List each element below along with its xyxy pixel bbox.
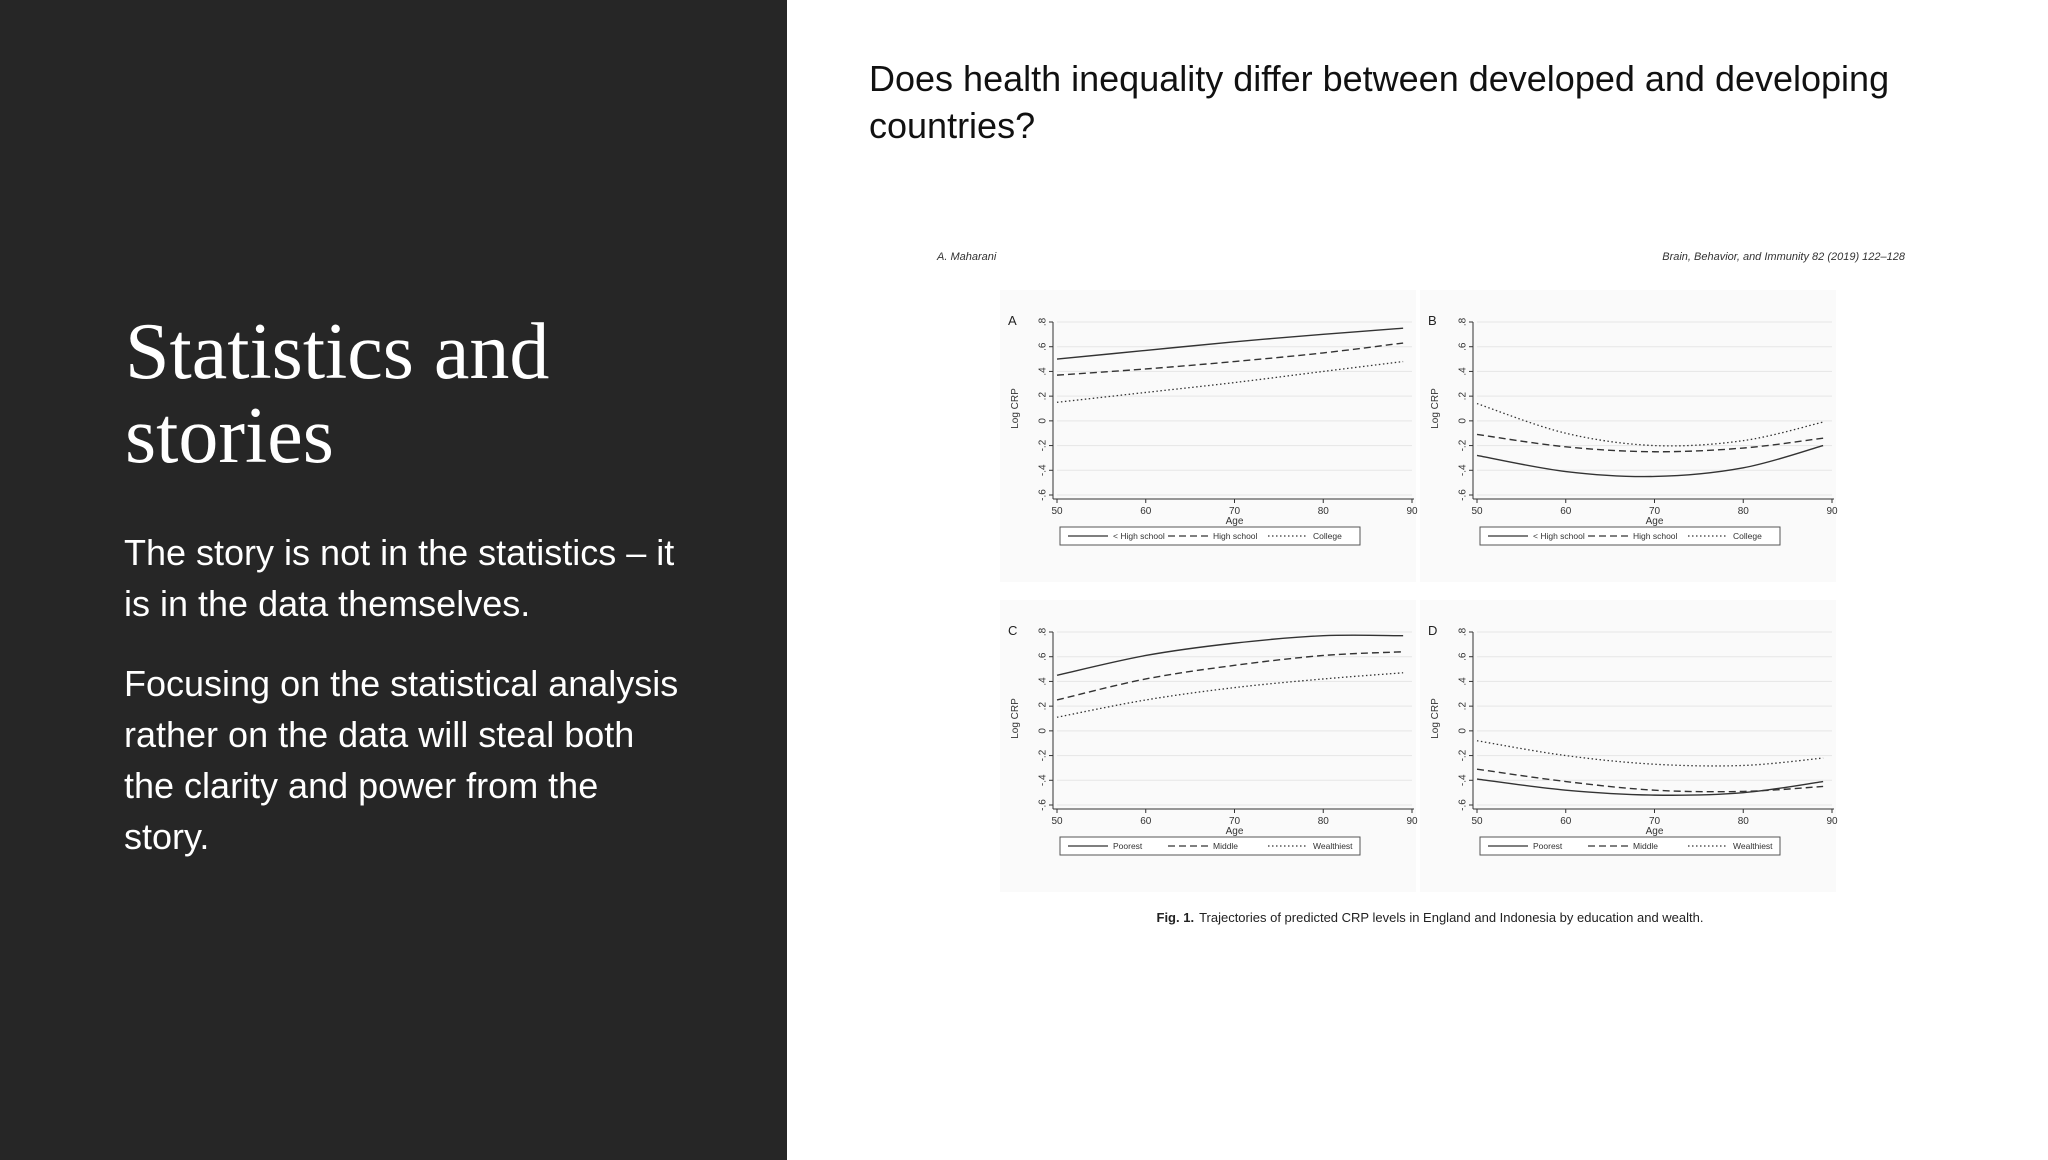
y-tick-label: .6 (1457, 652, 1469, 661)
y-tick-label: .6 (1037, 652, 1049, 661)
figure-header-right: Brain, Behavior, and Immunity 82 (2019) 122–128 (1662, 251, 1905, 263)
slide-body (124, 527, 684, 891)
y-tick-label: -.6 (1457, 489, 1469, 501)
x-tick-label: 70 (1228, 816, 1241, 827)
chart-panel-d (1420, 600, 1838, 892)
y-tick-label: -.6 (1037, 799, 1049, 811)
figure-image (930, 245, 1930, 950)
y-tick-label: -.4 (1037, 774, 1049, 787)
y-tick-label: 0 (1037, 728, 1049, 734)
x-tick-label: 50 (1471, 506, 1483, 517)
y-axis-title: Log CRP (1430, 698, 1441, 739)
y-tick-label: .2 (1037, 391, 1049, 401)
y-tick-label: .8 (1457, 627, 1469, 637)
x-tick-label: 90 (1406, 816, 1418, 827)
y-tick-label: .4 (1457, 677, 1469, 686)
figure-caption-text: Trajectories of predicted CRP levels in England and Indonesia by education and wealth. (1199, 910, 1704, 925)
legend-label: Poorest (1113, 841, 1143, 851)
y-tick-label: -.2 (1037, 439, 1049, 452)
x-tick-label: 60 (1560, 816, 1572, 827)
figure-caption-label: Fig. 1. (1156, 910, 1195, 925)
y-axis-title: Log CRP (1010, 388, 1021, 429)
legend-label: Middle (1213, 841, 1239, 851)
x-tick-label: 70 (1228, 506, 1241, 517)
y-tick-label: -.4 (1457, 774, 1469, 787)
x-tick-label: 60 (1560, 506, 1572, 517)
y-tick-label: -.4 (1457, 464, 1469, 477)
legend-label: Middle (1633, 841, 1659, 851)
panel-letter: A (1008, 313, 1017, 328)
legend-label: Poorest (1533, 841, 1563, 851)
chart-legend (1060, 837, 1360, 855)
legend-label: College (1313, 531, 1342, 541)
y-tick-label: .8 (1037, 627, 1049, 637)
x-axis-title: Age (1225, 516, 1244, 527)
y-tick-label: -.2 (1037, 749, 1049, 762)
y-axis-title: Log CRP (1430, 388, 1441, 429)
x-tick-label: 80 (1737, 506, 1749, 517)
figure-caption (1157, 910, 1704, 925)
legend-label: High school (1633, 531, 1678, 541)
y-tick-label: 0 (1457, 728, 1469, 734)
slide-title (125, 310, 725, 478)
body-paragraph-1: The story is not in the statistics – it is in the data themselves. (124, 532, 675, 624)
legend-label: College (1733, 531, 1762, 541)
figure-panels (1000, 290, 1838, 892)
x-tick-label: 50 (1051, 506, 1063, 517)
y-tick-label: .2 (1037, 701, 1049, 711)
x-tick-label: 80 (1317, 816, 1329, 827)
legend-label: High school (1213, 531, 1258, 541)
x-tick-label: 80 (1737, 816, 1749, 827)
y-tick-label: .8 (1037, 317, 1049, 327)
legend-label: < High school (1113, 531, 1165, 541)
x-tick-label: 70 (1648, 506, 1661, 517)
body-paragraph-2: Focusing on the statistical analysis rather on the data will steal both the clarity and power from the story. (124, 663, 679, 857)
chart-panel-c (1000, 600, 1418, 892)
left-panel (0, 0, 787, 1160)
y-tick-label: -.2 (1457, 749, 1469, 762)
chart-legend (1480, 527, 1780, 545)
panel-letter: D (1428, 623, 1438, 638)
y-tick-label: .4 (1457, 367, 1469, 376)
panel-letter: B (1428, 313, 1437, 328)
panel-letter: C (1008, 623, 1018, 638)
figure-header-left: A. Maharani (937, 251, 997, 263)
chart-panel-a (1000, 290, 1418, 582)
x-tick-label: 60 (1140, 506, 1152, 517)
x-tick-label: 70 (1648, 816, 1661, 827)
slide-title-line-2: stories (125, 392, 334, 480)
x-tick-label: 90 (1826, 816, 1838, 827)
y-tick-label: -.6 (1037, 489, 1049, 501)
x-tick-label: 60 (1140, 816, 1152, 827)
question-heading: Does health inequality differ between developed and developing countries? (869, 58, 1890, 146)
y-tick-label: .8 (1457, 317, 1469, 327)
y-tick-label: .4 (1037, 367, 1049, 376)
x-tick-label: 90 (1406, 506, 1418, 517)
y-tick-label: .6 (1457, 342, 1469, 351)
slide-title-line-1: Statistics and (125, 308, 550, 396)
x-tick-label: 50 (1051, 816, 1063, 827)
x-axis-title: Age (1645, 516, 1664, 527)
figure-svg (930, 245, 1930, 945)
legend-label: Wealthiest (1733, 841, 1773, 851)
x-axis-title: Age (1645, 826, 1664, 837)
y-tick-label: .2 (1457, 701, 1469, 711)
x-tick-label: 50 (1471, 816, 1483, 827)
x-tick-label: 90 (1826, 506, 1838, 517)
chart-panel-b (1420, 290, 1838, 582)
y-tick-label: 0 (1457, 418, 1469, 424)
chart-legend (1060, 527, 1360, 545)
legend-label: < High school (1533, 531, 1585, 541)
x-axis-title: Age (1225, 826, 1244, 837)
x-tick-label: 80 (1317, 506, 1329, 517)
y-tick-label: .4 (1037, 677, 1049, 686)
y-axis-title: Log CRP (1010, 698, 1021, 739)
y-tick-label: .6 (1037, 342, 1049, 351)
y-tick-label: -.2 (1457, 439, 1469, 452)
chart-legend (1480, 837, 1780, 855)
legend-label: Wealthiest (1313, 841, 1353, 851)
y-tick-label: .2 (1457, 391, 1469, 401)
y-tick-label: -.6 (1457, 799, 1469, 811)
y-tick-label: -.4 (1037, 464, 1049, 477)
y-tick-label: 0 (1037, 418, 1049, 424)
